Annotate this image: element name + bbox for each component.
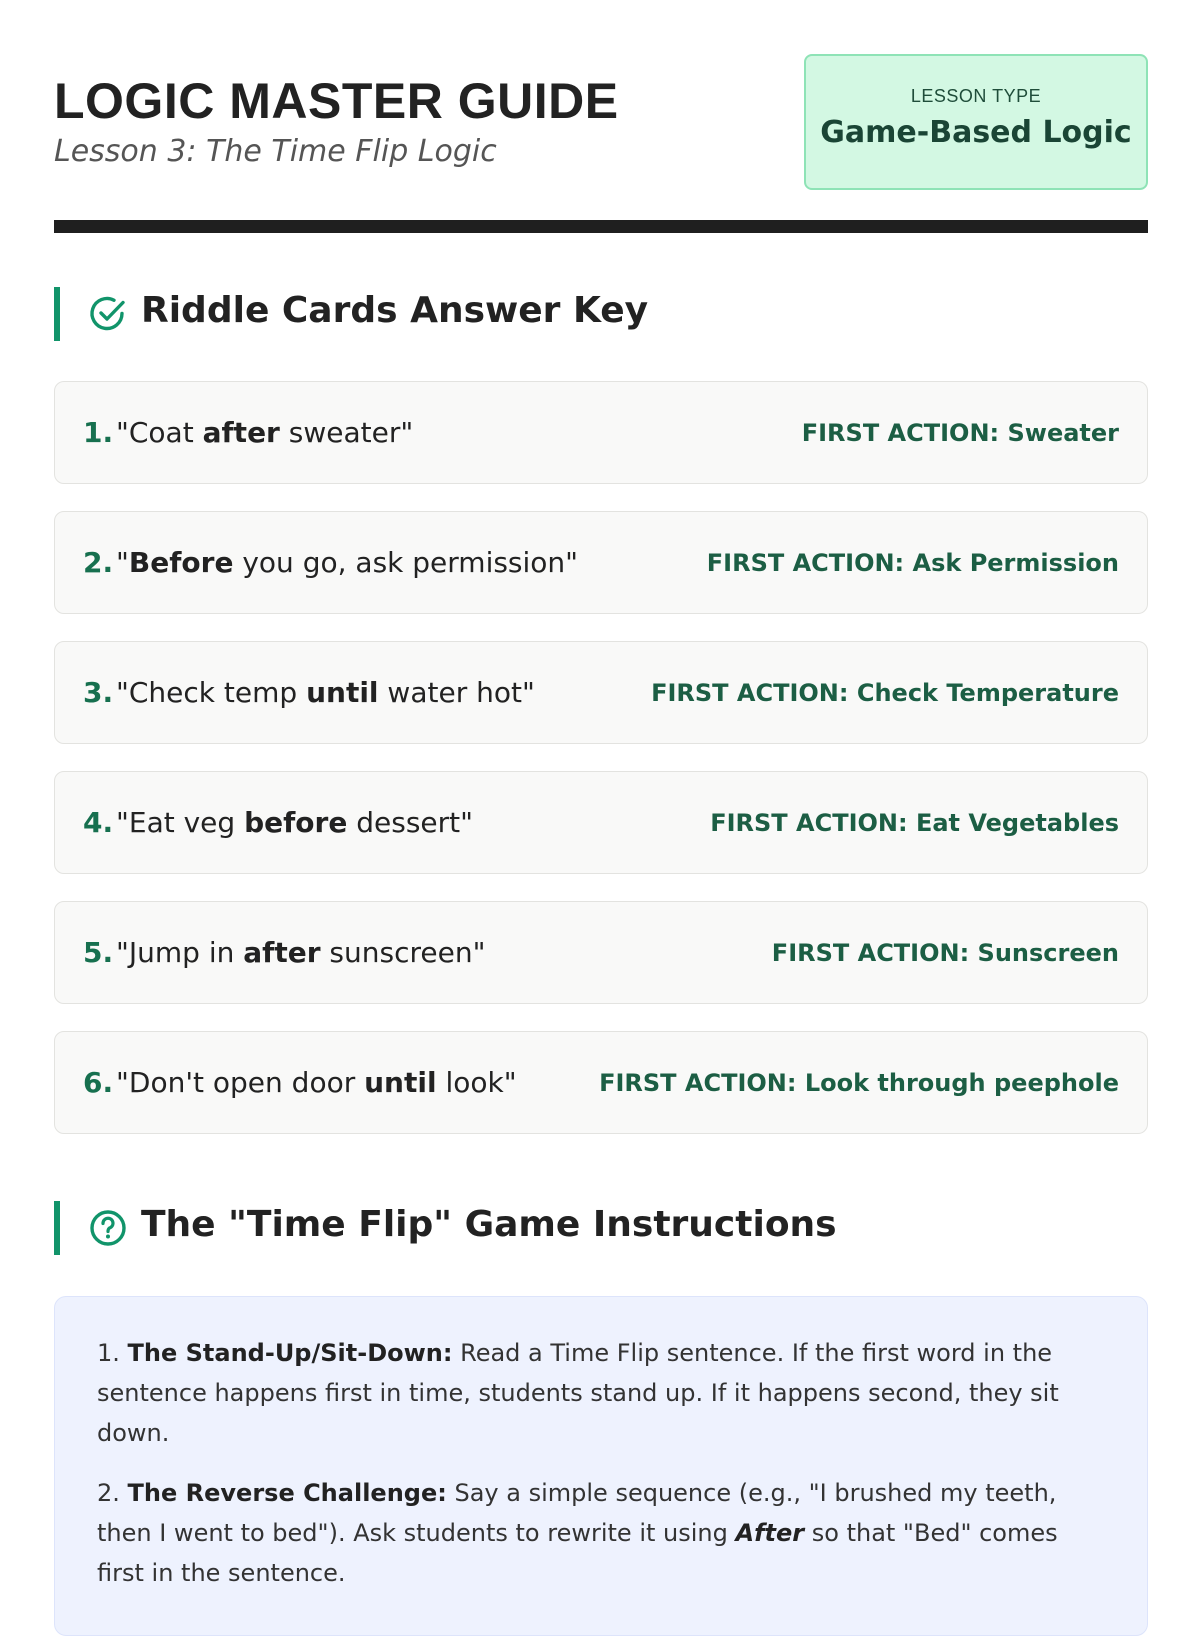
riddle-text: "Don't open door until look" [116, 1066, 517, 1099]
riddle-card [54, 1031, 1148, 1134]
riddle-number: 1. [83, 416, 114, 449]
riddle-number: 5. [83, 936, 114, 969]
page-title: LOGIC MASTER GUIDE [54, 73, 619, 129]
riddle-answer: FIRST ACTION: Eat Vegetables [710, 809, 1119, 837]
section-accent-bar [54, 1201, 60, 1255]
riddle-card [54, 511, 1148, 614]
question-circle-icon [88, 1208, 128, 1248]
riddle-answer: FIRST ACTION: Ask Permission [706, 549, 1119, 577]
lesson-type-value: Game-Based Logic [820, 115, 1132, 150]
riddle-answer: FIRST ACTION: Check Temperature [651, 679, 1119, 707]
riddle-card [54, 901, 1148, 1004]
guide-header [54, 54, 1148, 194]
riddle-card [54, 381, 1148, 484]
riddle-number: 4. [83, 806, 114, 839]
section-accent-bar [54, 287, 60, 341]
riddle-text: "Jump in after sunscreen" [116, 936, 486, 969]
riddle-answer: FIRST ACTION: Sweater [801, 419, 1119, 447]
lesson-type-badge [804, 54, 1148, 190]
answer-key-title: Riddle Cards Answer Key [141, 290, 649, 331]
instructions-title: The "Time Flip" Game Instructions [141, 1204, 837, 1245]
lesson-subtitle: Lesson 3: The Time Flip Logic [54, 134, 497, 169]
header-divider [54, 220, 1148, 233]
instructions-heading [54, 1201, 1148, 1255]
riddle-card [54, 771, 1148, 874]
game-instructions-panel [54, 1296, 1148, 1636]
instruction-step: 1. The Stand-Up/Sit-Down: Read a Time Flip sentence. If the first word in the sentence happens first in time, students stand up. If it happens second, they sit down. [97, 1339, 1059, 1447]
riddle-number: 2. [83, 546, 114, 579]
check-circle-icon [88, 294, 128, 334]
lesson-type-label: LESSON TYPE [910, 86, 1042, 106]
riddle-answer: FIRST ACTION: Sunscreen [771, 939, 1119, 967]
riddle-card-list [54, 381, 1148, 1161]
riddle-number: 3. [83, 676, 114, 709]
riddle-text: "Coat after sweater" [116, 416, 414, 449]
instruction-step: 2. The Reverse Challenge: Say a simple sequence (e.g., "I brushed my teeth, then I went to bed"). Ask students to rewrite it using After so that "Bed" comes first in the sentence. [97, 1479, 1058, 1587]
riddle-number: 6. [83, 1066, 114, 1099]
answer-key-heading [54, 287, 1148, 341]
riddle-answer: FIRST ACTION: Look through peephole [599, 1069, 1119, 1097]
riddle-text: "Check temp until water hot" [116, 676, 535, 709]
riddle-text: "Eat veg before dessert" [116, 806, 473, 839]
riddle-card [54, 641, 1148, 744]
riddle-text: "Before you go, ask permission" [116, 546, 579, 579]
